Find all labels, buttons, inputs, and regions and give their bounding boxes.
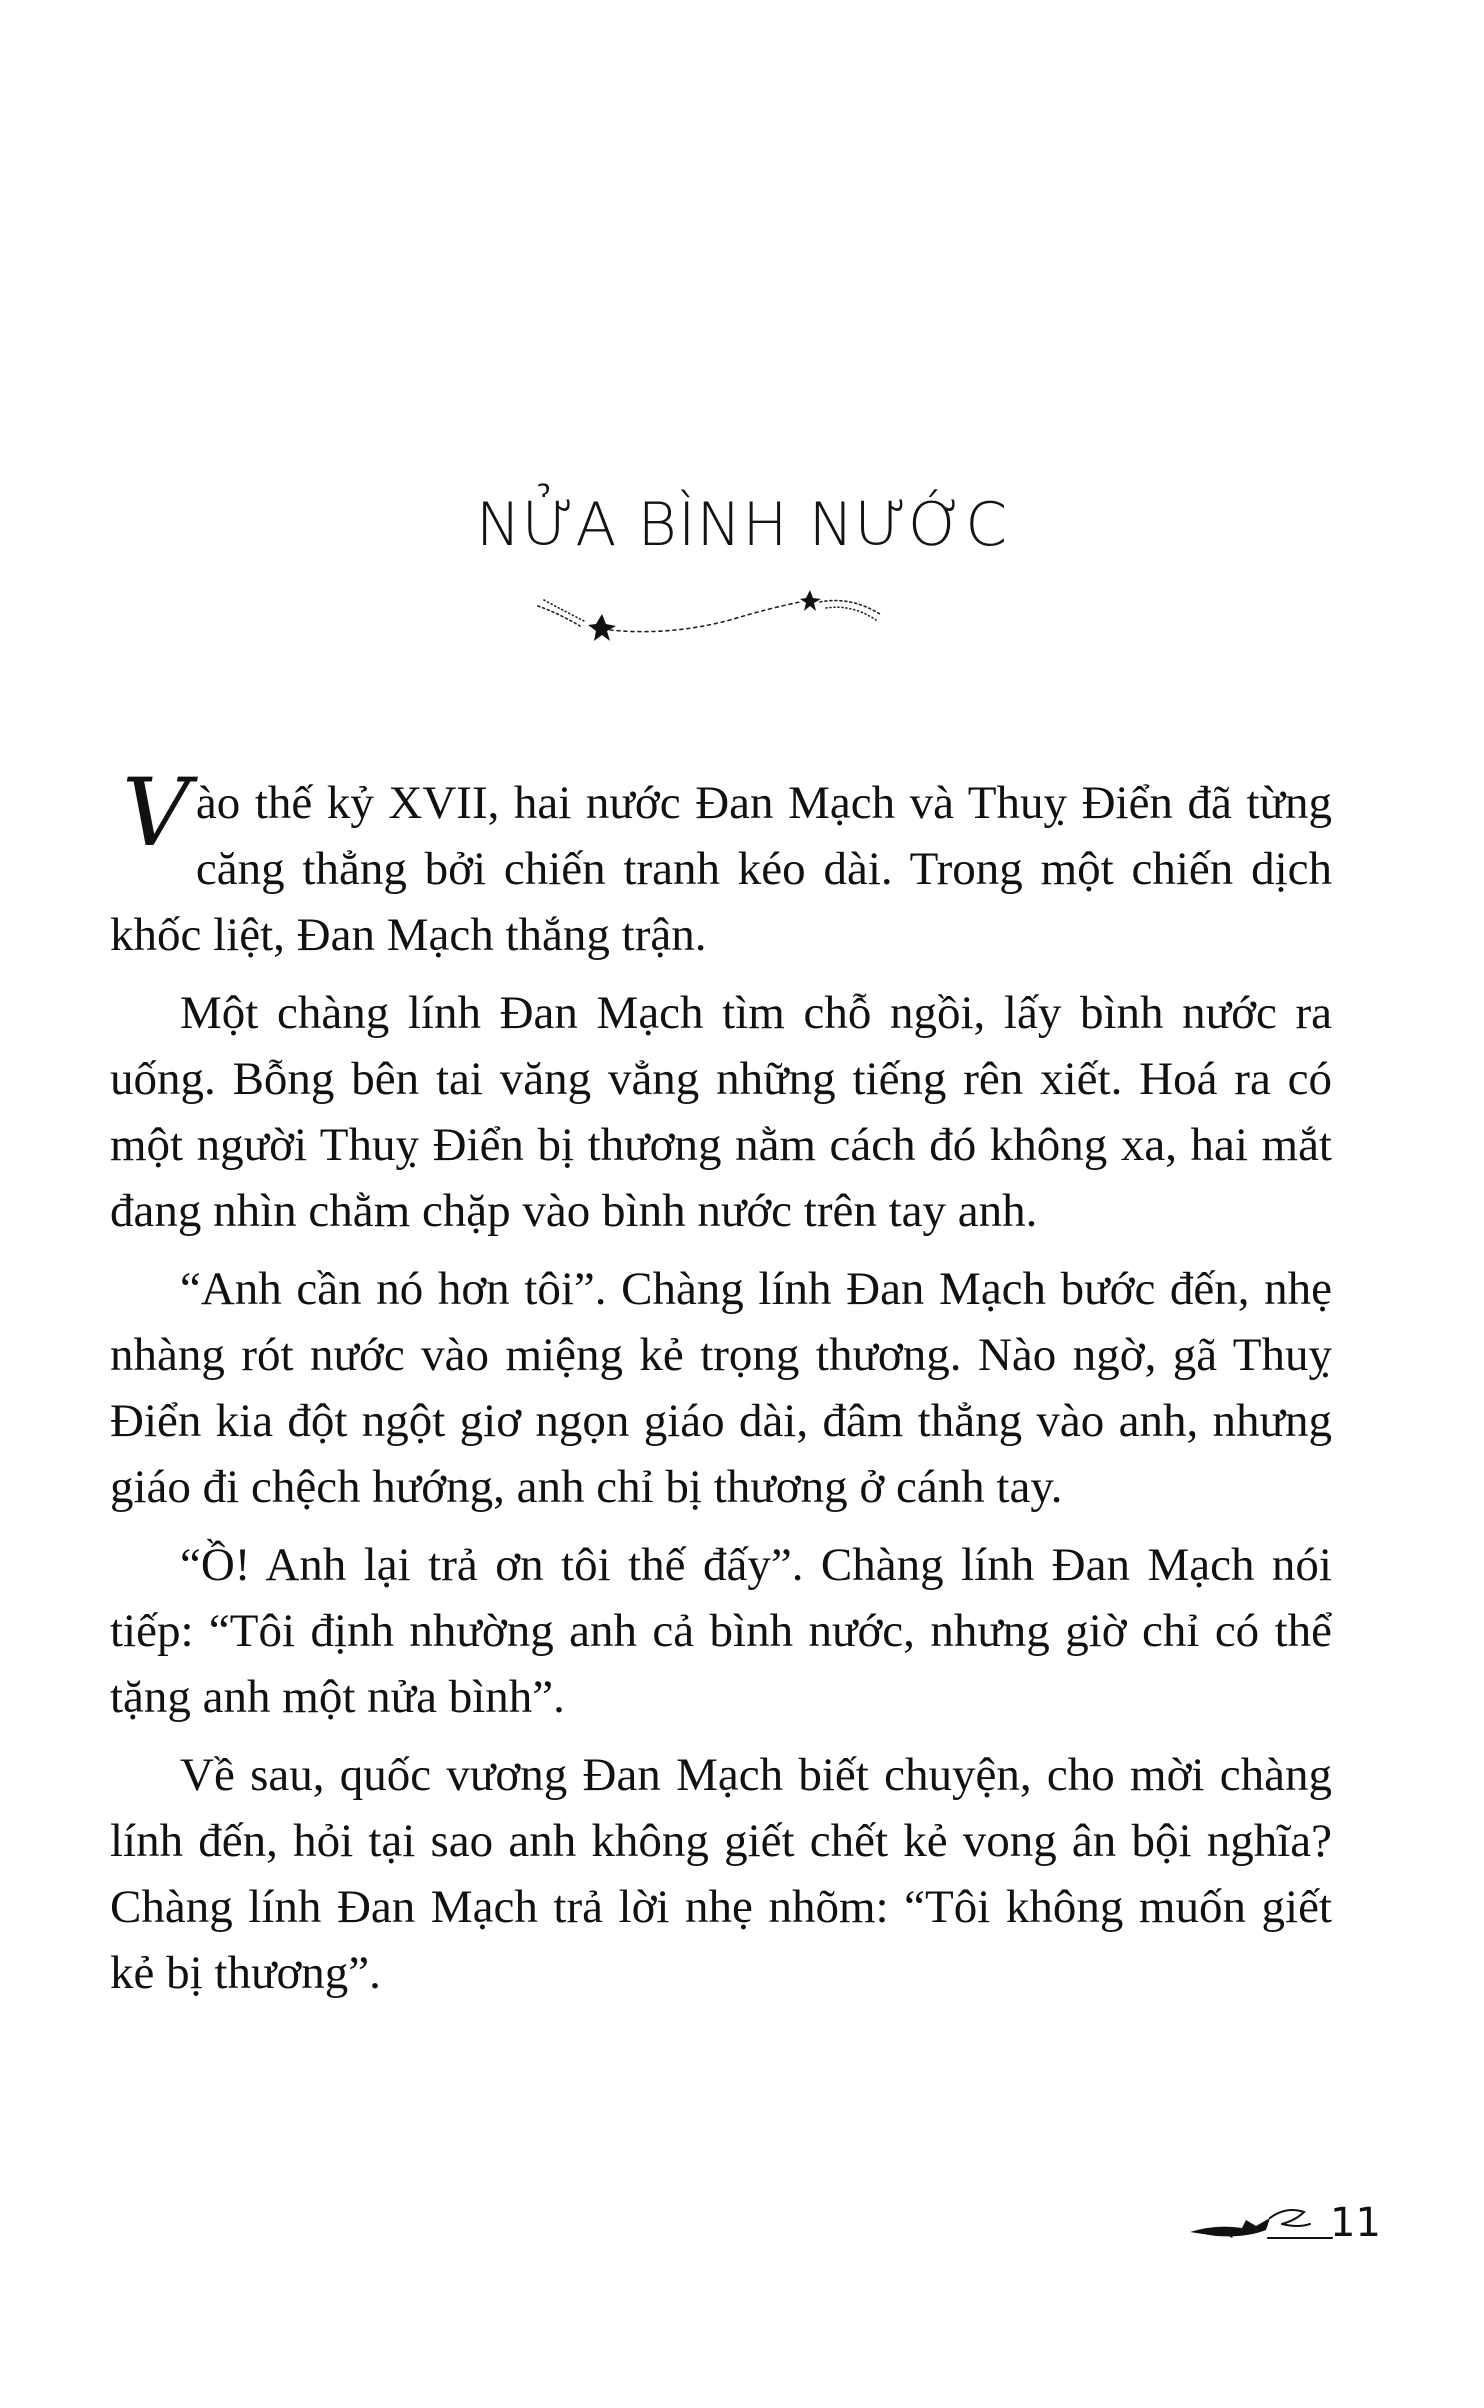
chapter-title: NỬA BÌNH NƯỚC (475, 490, 1009, 560)
story-body (110, 759, 1332, 2018)
title-ornament-icon (530, 584, 890, 644)
paragraph-4: “Ồ! Anh lại trả ơn tôi thế đấy”. Chàng lính Đan Mạch nói tiếp: “Tôi định nhường anh cả bình nước, nhưng giờ chỉ có thể tặng anh một nửa bình”. (110, 1539, 1332, 1723)
paragraph-1 (110, 759, 1332, 968)
paragraph-3: “Anh cần nó hơn tôi”. Chàng lính Đan Mạch bước đến, nhẹ nhàng rót nước vào miệng kẻ trọng thương. Nào ngờ, gã Thuỵ Điển kia đột ngột giơ ngọn giáo dài, đâm thẳng vào anh, nhưng giáo đi chệch hướng, anh chỉ bị thương ở cánh tay. (110, 1263, 1332, 1513)
swallow-ornament-icon (1186, 2198, 1336, 2248)
drop-cap: V (122, 759, 190, 868)
page-number: 11 (1330, 2200, 1381, 2246)
paragraph-5: Về sau, quốc vương Đan Mạch biết chuyện, cho mời chàng lính đến, hỏi tại sao anh không giết chết kẻ vong ân bội nghĩa? Chàng lính Đan Mạch trả lời nhẹ nhõm: “Tôi không muốn giết kẻ bị thương”. (110, 1749, 1332, 1999)
paragraph-2: Một chàng lính Đan Mạch tìm chỗ ngồi, lấy bình nước ra uống. Bỗng bên tai văng vẳng những tiếng rên xiết. Hoá ra có một người Thuỵ Điển bị thương nằm cách đó không xa, hai mắt đang nhìn chằm chặp vào bình nước trên tay anh. (110, 987, 1332, 1237)
paragraph-1-text: ào thế kỷ XVII, hai nước Đan Mạch và Thuỵ Điển đã từng căng thẳng bởi chiến tranh kéo dài. Trong một chiến dịch khốc liệt, Đan Mạch thắng trận. (110, 777, 1332, 961)
